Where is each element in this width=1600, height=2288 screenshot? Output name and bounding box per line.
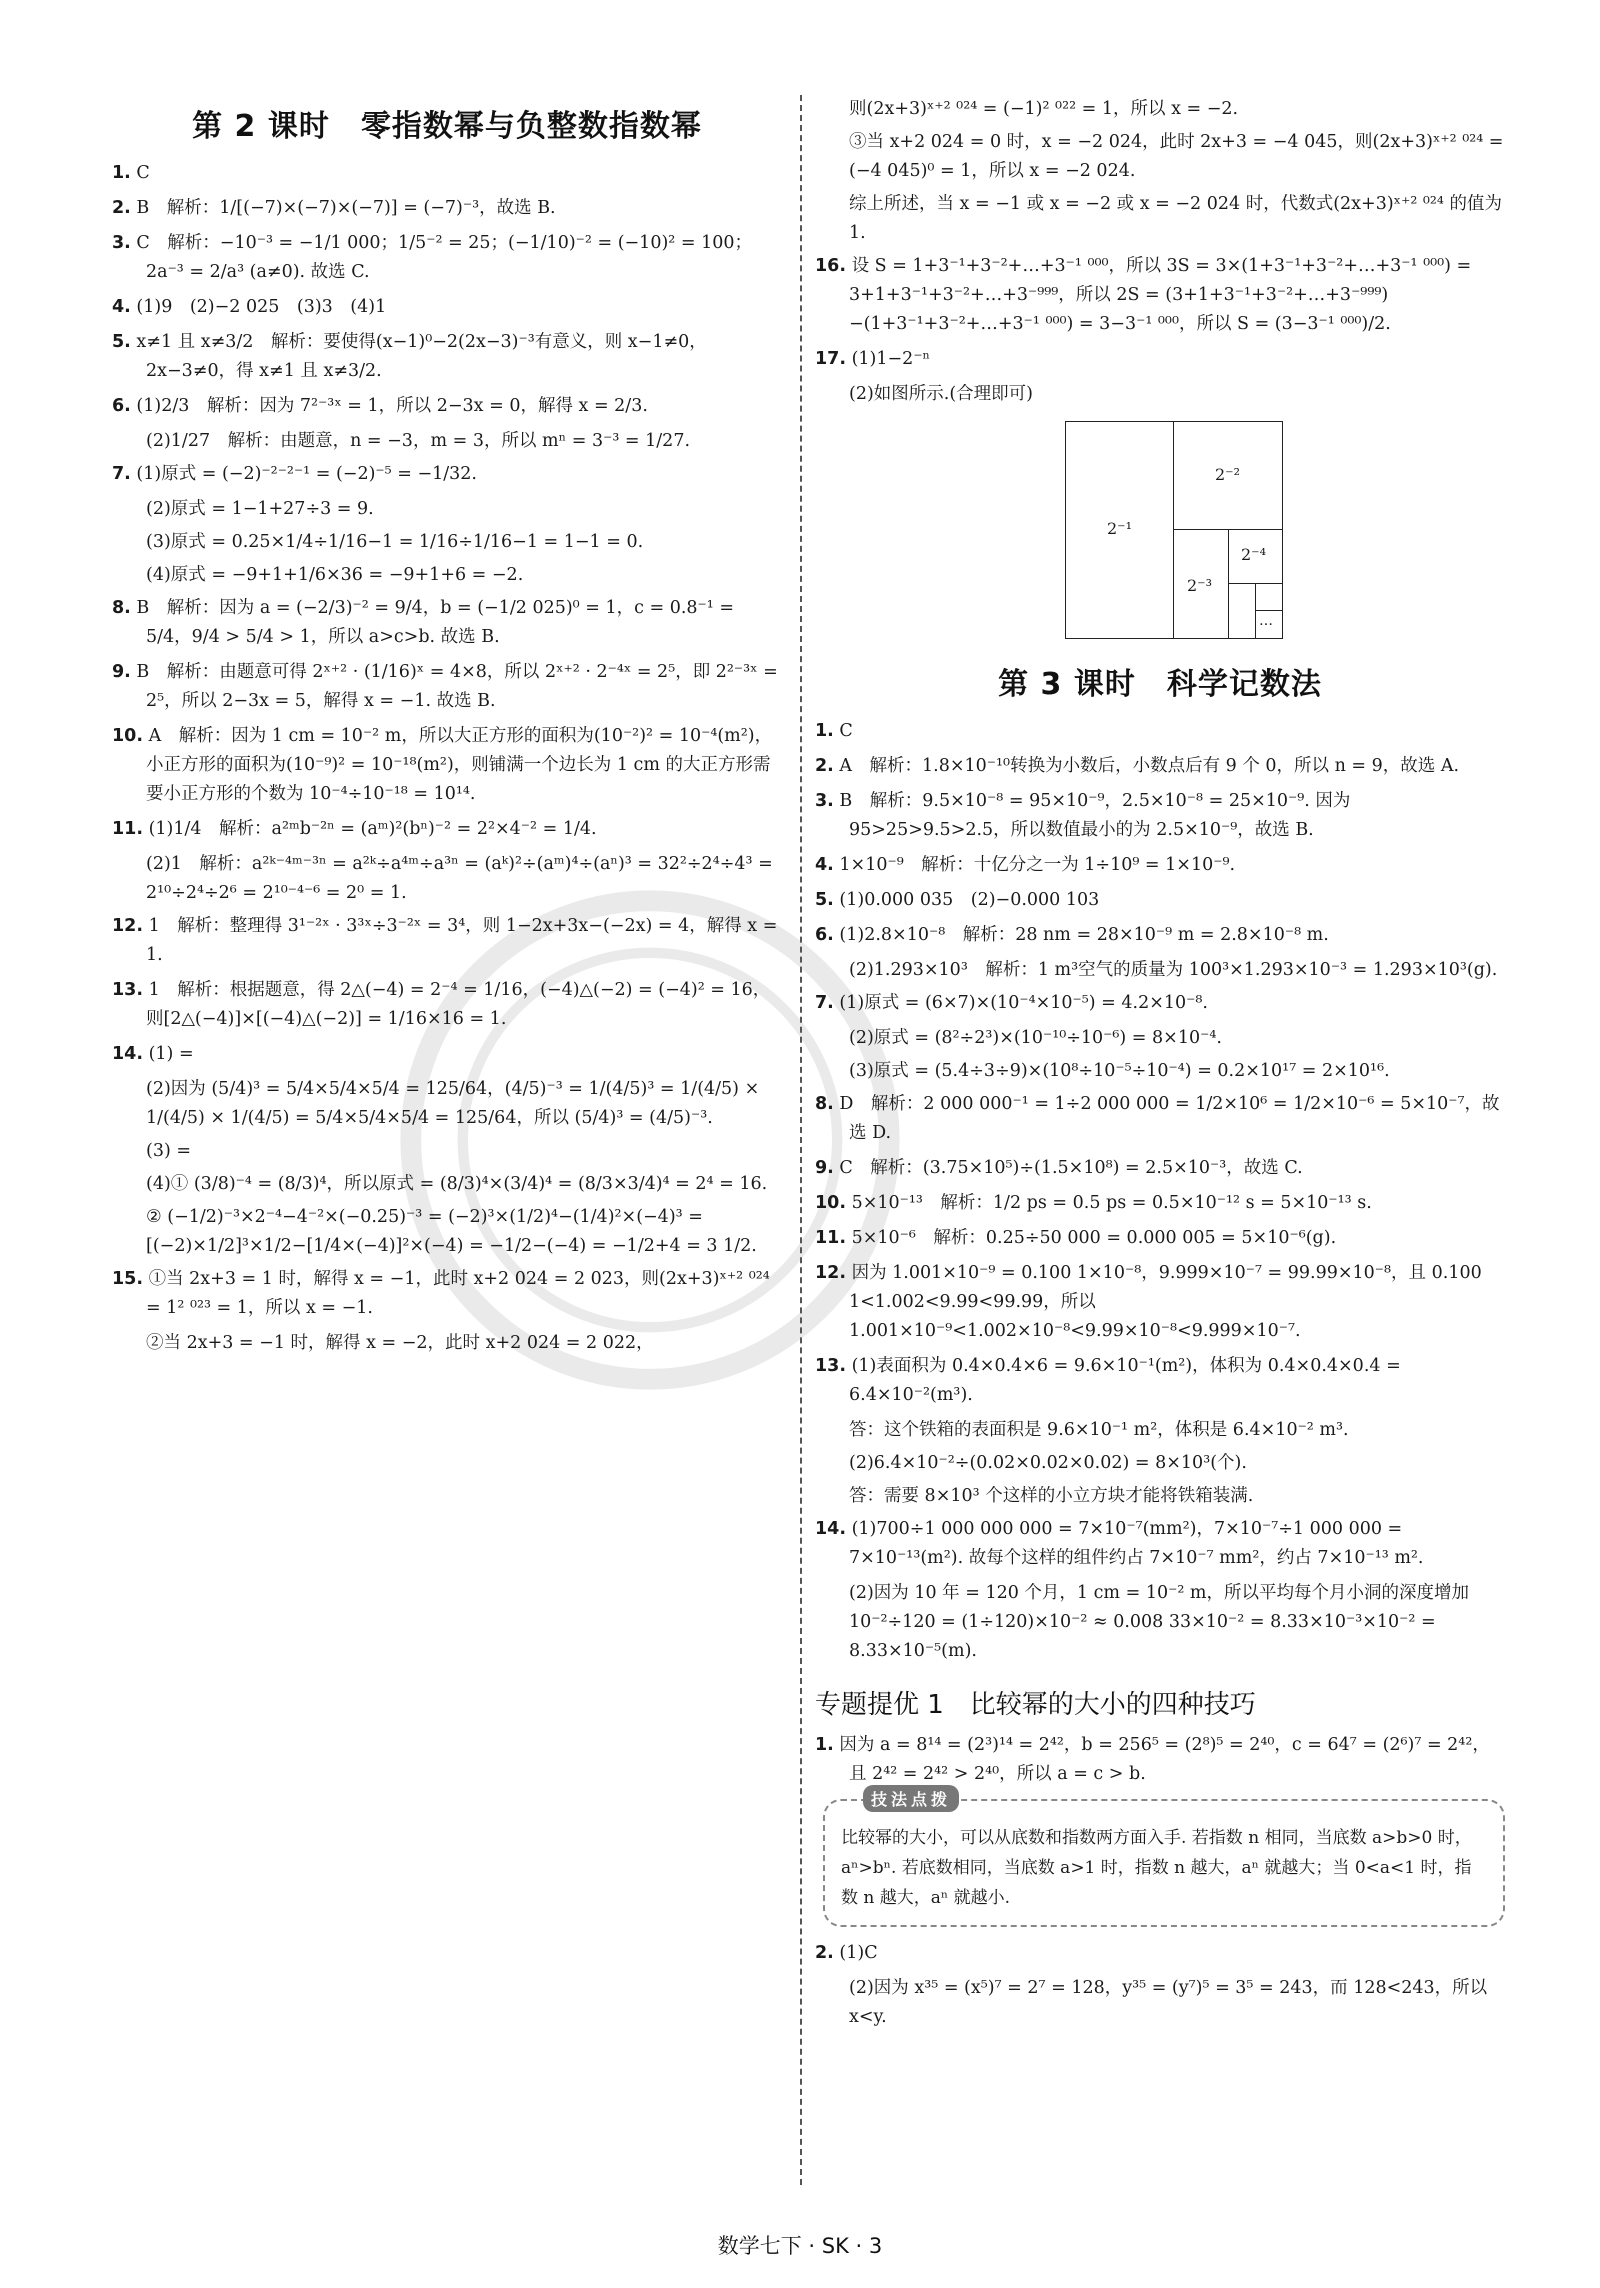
answer-item	[815, 717, 1505, 746]
tip-badge: 技法点拨	[863, 1785, 959, 1812]
answer-number: 6.	[815, 925, 834, 945]
answer-item	[112, 1203, 782, 1261]
answer-item	[815, 1731, 1505, 1789]
answer-item	[112, 528, 782, 557]
answer-text: C	[136, 163, 150, 183]
answer-text: (4)① (3/8)⁻⁴ = (8/3)⁴，所以原式 = (8/3)⁴×(3/4)⁴ = (8/3×3/4)⁴ = 2⁴ = 16.	[146, 1174, 768, 1194]
answer-text: D 解析：2 000 000⁻¹ = 1÷2 000 000 = 1/2×10⁶ = 1/2×10⁻⁶ = 5×10⁻⁷，故选 D.	[839, 1094, 1500, 1143]
answer-number: 9.	[815, 1158, 834, 1178]
answer-number: 10.	[815, 1193, 847, 1213]
figure-tiny-square	[1255, 583, 1283, 611]
figure-label-quarter: 2⁻²	[1215, 465, 1241, 484]
answer-item	[815, 252, 1505, 339]
answer-number: 4.	[112, 297, 131, 317]
answer-item	[112, 912, 782, 970]
answer-text: (2)因为 10 年 = 120 个月，1 cm = 10⁻² m，所以平均每个月小洞的深度增加 10⁻²÷120 = (1÷120)×10⁻² ≈ 0.008 33×10⁻² = 8.33×10⁻³×10⁻² = 8.33×10⁻⁵(m).	[849, 1583, 1469, 1661]
answer-text: 1 解析：根据题意，得 2△(−4) = 2⁻⁴ = 1/16，(−4)△(−2) = (−4)² = 16，则[2△(−4)]×[(−4)△(−2)] = 1/16×16 = 1.	[146, 980, 771, 1029]
answer-item	[112, 495, 782, 524]
answer-number: 13.	[112, 980, 144, 1000]
answer-text: B 解析：9.5×10⁻⁸ = 95×10⁻⁹，2.5×10⁻⁸ = 25×10⁻⁹. 因为 95>25>9.5>2.5，所以数值最小的为 2.5×10⁻⁹，故选 B.	[839, 791, 1351, 840]
answer-item	[815, 380, 1505, 409]
answer-item	[815, 1352, 1505, 1410]
answer-text: (2)1 解析：a²ᵏ⁻⁴ᵐ⁻³ⁿ = a²ᵏ÷a⁴ᵐ÷a³ⁿ = (aᵏ)²÷(aᵐ)⁴÷(aⁿ)³ = 32²÷2⁴÷4³ = 2¹⁰÷2⁴÷2⁶ = 2¹⁰⁻⁴⁻⁶ = 2⁰ = 1.	[146, 854, 773, 903]
answer-item	[815, 1259, 1505, 1346]
answer-number: 4.	[815, 855, 834, 875]
answer-item	[815, 989, 1505, 1018]
left-answer-list	[112, 159, 782, 1358]
answer-number: 9.	[112, 662, 131, 682]
answer-number: 11.	[815, 1228, 847, 1248]
answer-number: 13.	[815, 1356, 847, 1376]
answer-number: 16.	[815, 256, 847, 276]
answer-item	[112, 850, 782, 908]
answer-text: (1)700÷1 000 000 000 = 7×10⁻⁷(mm²)，7×10⁻⁷÷1 000 000 = 7×10⁻¹³(m²). 故每个这样的组件约占 7×10⁻⁷ mm²，约占 7×10⁻¹³ m².	[849, 1519, 1424, 1568]
answer-number: 12.	[815, 1263, 847, 1283]
answer-item	[112, 392, 782, 421]
answer-item	[112, 1170, 782, 1199]
answer-number: 2.	[815, 1943, 834, 1963]
answer-item	[815, 851, 1505, 880]
answer-item	[815, 1482, 1505, 1511]
answer-text: 1 解析：整理得 3¹⁻²ˣ · 3³ˣ÷3⁻²ˣ = 3⁴，则 1−2x+3x−(−2x) = 4，解得 x = 1.	[146, 916, 778, 965]
answer-number: 6.	[112, 396, 131, 416]
answer-text: ③当 x+2 024 = 0 时，x = −2 024，此时 2x+3 = −4 045，则(2x+3)ˣ⁺² ⁰²⁴ = (−4 045)⁰ = 1，所以 x = −2 024.	[849, 132, 1504, 181]
answer-number: 1.	[815, 1735, 834, 1755]
answer-text: (2)1/27 解析：由题意，n = −3，m = 3，所以 mⁿ = 3⁻³ = 1/27.	[146, 431, 691, 451]
answer-text: 5×10⁻¹³ 解析：1/2 ps = 0.5 ps = 0.5×10⁻¹² s = 5×10⁻¹³ s.	[851, 1193, 1372, 1213]
answer-item	[112, 194, 782, 223]
answer-text: (3)原式 = 0.25×1/4÷1/16−1 = 1/16÷1/16−1 = 1−1 = 0.	[146, 532, 644, 552]
answer-text: 因为 a = 8¹⁴ = (2³)¹⁴ = 2⁴²，b = 256⁵ = (2⁸)⁵ = 2⁴⁰，c = 64⁷ = (2⁶)⁷ = 2⁴²，且 2⁴² = 2⁴² > 2⁴⁰，所以 a = c > b.	[839, 1735, 1490, 1784]
answer-text: (1)9 (2)−2 025 (3)3 (4)1	[136, 297, 387, 317]
topic-answer-list-2	[815, 1939, 1505, 2032]
answer-item	[112, 976, 782, 1034]
right-answer-list-top	[815, 95, 1505, 409]
topic-title: 专题提优 1 比较幂的大小的四种技巧	[815, 1690, 1256, 1720]
answer-number: 8.	[112, 598, 131, 618]
answer-number: 1.	[815, 721, 834, 741]
answer-text: A 解析：因为 1 cm = 10⁻² m，所以大正方形的面积为(10⁻²)² = 10⁻⁴(m²)，小正方形的面积为(10⁻⁹)² = 10⁻¹⁸(m²)，则铺满一个边长为 1 cm 的大正方形需要小正方形的个数为 10⁻⁴÷10⁻¹⁸ = 10¹⁴.	[146, 726, 773, 804]
column-divider	[800, 95, 802, 2185]
answer-number: 17.	[815, 349, 847, 369]
answer-item	[112, 293, 782, 322]
answer-text: C 解析：−10⁻³ = −1/1 000；1/5⁻² = 25；(−1/10)⁻² = (−10)² = 100；2a⁻³ = 2/a³ (a≠0). 故选 C.	[136, 233, 752, 282]
answer-item	[815, 1154, 1505, 1183]
answer-item	[815, 1090, 1505, 1148]
answer-text: (1)2.8×10⁻⁸ 解析：28 nm = 28×10⁻⁹ m = 2.8×10⁻⁸ m.	[839, 925, 1329, 945]
figure-label-eighth: 2⁻³	[1187, 576, 1213, 595]
answer-number: 7.	[112, 464, 131, 484]
answer-item	[112, 658, 782, 716]
answer-text: C 解析：(3.75×10⁵)÷(1.5×10⁸) = 2.5×10⁻³，故选 C.	[839, 1158, 1303, 1178]
right-column	[815, 95, 1505, 2036]
answer-text: (3)原式 = (5.4÷3÷9)×(10⁸÷10⁻⁵÷10⁻⁴) = 0.2×10¹⁷ = 2×10¹⁶.	[849, 1061, 1390, 1081]
answer-item	[112, 1265, 782, 1323]
right-answer-list-mid	[815, 717, 1505, 1666]
answer-text: A 解析：1.8×10⁻¹⁰转换为小数后，小数点后有 9 个 0，所以 n = 9，故选 A.	[839, 756, 1460, 776]
answer-text: (2)原式 = 1−1+27÷3 = 9.	[146, 499, 374, 519]
answer-text: 5×10⁻⁶ 解析：0.25÷50 000 = 0.000 005 = 5×10⁻⁶(g).	[851, 1228, 1337, 1248]
tip-box	[823, 1790, 1505, 1927]
answer-text: (2)如图所示.(合理即可)	[849, 384, 1034, 404]
answer-item	[815, 1579, 1505, 1666]
answer-text: (1)1−2⁻ⁿ	[851, 349, 931, 369]
answer-text: ①当 2x+3 = 1 时，解得 x = −1，此时 x+2 024 = 2 023，则(2x+3)ˣ⁺² ⁰²⁴ = 1² ⁰²³ = 1，所以 x = −1.	[146, 1269, 770, 1318]
answer-item	[815, 921, 1505, 950]
answer-text: (1)1/4 解析：a²ᵐb⁻²ⁿ = (aᵐ)²(bⁿ)⁻² = 2²×4⁻² = 1/4.	[148, 819, 597, 839]
answer-number: 5.	[112, 332, 131, 352]
answer-item	[112, 594, 782, 652]
answer-text: (1)表面积为 0.4×0.4×6 = 9.6×10⁻¹(m²)，体积为 0.4×0.4×0.4 = 6.4×10⁻²(m³).	[849, 1356, 1401, 1405]
answer-text: (1)原式 = (6×7)×(10⁻⁴×10⁻⁵) = 4.2×10⁻⁸.	[839, 993, 1208, 1013]
answer-item	[112, 1040, 782, 1069]
answer-text: C	[839, 721, 853, 741]
answer-text: x≠1 且 x≠3/2 解析：要使得(x−1)⁰−2(2x−3)⁻³有意义，则 x−1≠0，2x−3≠0，得 x≠1 且 x≠3/2.	[136, 332, 707, 381]
answer-text: (1)2/3 解析：因为 7²⁻³ˣ = 1，所以 2−3x = 0，解得 x = 2/3.	[136, 396, 648, 416]
answer-text: (2)1.293×10³ 解析：1 m³空气的质量为 100³×1.293×10⁻³ = 1.293×10³(g).	[849, 960, 1498, 980]
answer-item	[815, 787, 1505, 845]
answer-item	[815, 752, 1505, 781]
figure-label-sixteenth: 2⁻⁴	[1241, 545, 1267, 564]
answer-number: 2.	[815, 756, 834, 776]
answer-item	[815, 1224, 1505, 1253]
figure-small-rect	[1228, 583, 1256, 639]
answer-text: (3) =	[146, 1141, 192, 1161]
answer-text: (1)原式 = (−2)⁻²⁻²⁻¹ = (−2)⁻⁵ = −1/32.	[136, 464, 477, 484]
answer-text: 则(2x+3)ˣ⁺² ⁰²⁴ = (−1)² ⁰²² = 1，所以 x = −2.	[849, 99, 1239, 119]
answer-text: (1)C	[839, 1943, 878, 1963]
answer-text: B 解析：由题意可得 2ˣ⁺² · (1/16)ˣ = 4×8，所以 2ˣ⁺² · 2⁻⁴ˣ = 2⁵，即 2²⁻³ˣ = 2⁵，所以 2−3x = 5，解得 x = −1. 故选 B.	[136, 662, 778, 711]
answer-item	[815, 345, 1505, 374]
answer-text: 答：这个铁箱的表面积是 9.6×10⁻¹ m²，体积是 6.4×10⁻² m³.	[849, 1420, 1349, 1440]
answer-item	[815, 1416, 1505, 1445]
answer-text: (4)原式 = −9+1+1/6×36 = −9+1+6 = −2.	[146, 565, 524, 585]
answer-number: 7.	[815, 993, 834, 1013]
answer-item	[112, 815, 782, 844]
answer-text: (2)6.4×10⁻²÷(0.02×0.02×0.02) = 8×10³(个).	[849, 1453, 1247, 1473]
answer-item	[112, 722, 782, 809]
answer-item	[815, 1057, 1505, 1086]
answer-number: 5.	[815, 890, 834, 910]
answer-item	[112, 561, 782, 590]
answer-item	[815, 1449, 1505, 1478]
answer-text: ② (−1/2)⁻³×2⁻⁴−4⁻²×(−0.25)⁻³ = (−2)³×(1/2)⁴−(1/4)²×(−4)³ = [(−2)×1/2]³×1/2−[1/4×(−4)]²×(−4) = −1/2−(−4) = −1/2+4 = 3 1/2.	[146, 1207, 757, 1256]
answer-text: 因为 1.001×10⁻⁹ = 0.100 1×10⁻⁸，9.999×10⁻⁷ = 99.99×10⁻⁸，且 0.100 1<1.002<9.99<99.99，所以 1.001×10⁻⁹<1.002×10⁻⁸<9.99×10⁻⁸<9.999×10⁻⁷.	[849, 1263, 1482, 1341]
section-title-lesson-3: 第 3 课时 科学记数法	[998, 667, 1322, 702]
answer-item	[815, 1189, 1505, 1218]
answer-item	[815, 128, 1505, 186]
answer-number: 12.	[112, 916, 144, 936]
answer-number: 11.	[112, 819, 144, 839]
answer-item	[112, 460, 782, 489]
answer-text: B 解析：1/[(−7)×(−7)×(−7)] = (−7)⁻³，故选 B.	[136, 198, 556, 218]
answer-number: 14.	[112, 1044, 144, 1064]
figure-label-half: 2⁻¹	[1107, 519, 1133, 538]
answer-item	[112, 159, 782, 188]
answer-item	[815, 886, 1505, 915]
answer-number: 8.	[815, 1094, 834, 1114]
answer-number: 3.	[815, 791, 834, 811]
answer-item	[112, 328, 782, 386]
tip-text: 比较幂的大小，可以从底数和指数两方面入手. 若指数 n 相同，当底数 a>b>0 时，aⁿ>bⁿ. 若底数相同，当底数 a>1 时，指数 n 越大，aⁿ 就越大；当 0<a<1 时，指数 n 越大，aⁿ 就越小.	[823, 1799, 1505, 1927]
answer-number: 2.	[112, 198, 131, 218]
answer-item	[815, 95, 1505, 124]
answer-text: (2)原式 = (8²÷2³)×(10⁻¹⁰÷10⁻⁶) = 8×10⁻⁴.	[849, 1028, 1222, 1048]
section-title-lesson-2: 第 2 课时 零指数幂与负整数指数幂	[192, 109, 702, 144]
answer-number: 14.	[815, 1519, 847, 1539]
answer-text: B 解析：因为 a = (−2/3)⁻² = 9/4，b = (−1/2 025)⁰ = 1，c = 0.8⁻¹ = 5/4，9/4 > 5/4 > 1，所以 a>c>b. 故选 B.	[136, 598, 735, 647]
answer-text: 设 S = 1+3⁻¹+3⁻²+…+3⁻¹ ⁰⁰⁰，所以 3S = 3×(1+3⁻¹+3⁻²+…+3⁻¹ ⁰⁰⁰) = 3+1+3⁻¹+3⁻²+…+3⁻⁹⁹⁹，所以 2S = (3+1+3⁻¹+3⁻²+…+3⁻⁹⁹⁹)−(1+3⁻¹+3⁻²+…+3⁻¹ ⁰⁰⁰) = 3−3⁻¹ ⁰⁰⁰，所以 S = (3−3⁻¹ ⁰⁰⁰)/2.	[849, 256, 1472, 334]
answer-text: (1) =	[148, 1044, 194, 1064]
answer-item	[112, 1329, 782, 1358]
answer-number: 15.	[112, 1269, 144, 1289]
answer-item	[815, 1024, 1505, 1053]
answer-item	[112, 1137, 782, 1166]
answer-item	[815, 956, 1505, 985]
answer-item	[112, 1075, 782, 1133]
answer-text: (2)因为 (5/4)³ = 5/4×5/4×5/4 = 125/64，(4/5)⁻³ = 1/(4/5)³ = 1/(4/5) × 1/(4/5) × 1/(4/5) = 5/4×5/4×5/4 = 125/64，所以 (5/4)³ = (4/5)⁻³.	[146, 1079, 760, 1128]
answer-number: 3.	[112, 233, 131, 253]
answer-item	[112, 427, 782, 456]
figure-label-more: …	[1259, 613, 1273, 629]
square-division-figure	[1065, 421, 1283, 639]
answer-item	[815, 1974, 1505, 2032]
answer-text: (2)因为 x³⁵ = (x⁵)⁷ = 2⁷ = 128，y³⁵ = (y⁷)⁵ = 3⁵ = 243，而 128<243，所以 x<y.	[849, 1978, 1488, 2027]
answer-item	[815, 190, 1505, 248]
answer-item	[815, 1515, 1505, 1573]
page-footer: 数学七下 · SK · 3	[717, 2234, 883, 2258]
topic-answer-list	[815, 1731, 1505, 1789]
answer-item	[815, 1939, 1505, 1968]
answer-text: 综上所述，当 x = −1 或 x = −2 或 x = −2 024 时，代数式(2x+3)ˣ⁺² ⁰²⁴ 的值为 1.	[849, 194, 1503, 243]
answer-text: (1)0.000 035 (2)−0.000 103	[839, 890, 1100, 910]
answer-text: 答：需要 8×10³ 个这样的小立方块才能将铁箱装满.	[849, 1486, 1254, 1506]
answer-number: 10.	[112, 726, 144, 746]
left-column	[112, 95, 782, 1362]
answer-number: 1.	[112, 163, 131, 183]
answer-text: ②当 2x+3 = −1 时，解得 x = −2，此时 x+2 024 = 2 022，	[146, 1333, 654, 1353]
answer-item	[112, 229, 782, 287]
answer-text: 1×10⁻⁹ 解析：十亿分之一为 1÷10⁹ = 1×10⁻⁹.	[839, 855, 1236, 875]
